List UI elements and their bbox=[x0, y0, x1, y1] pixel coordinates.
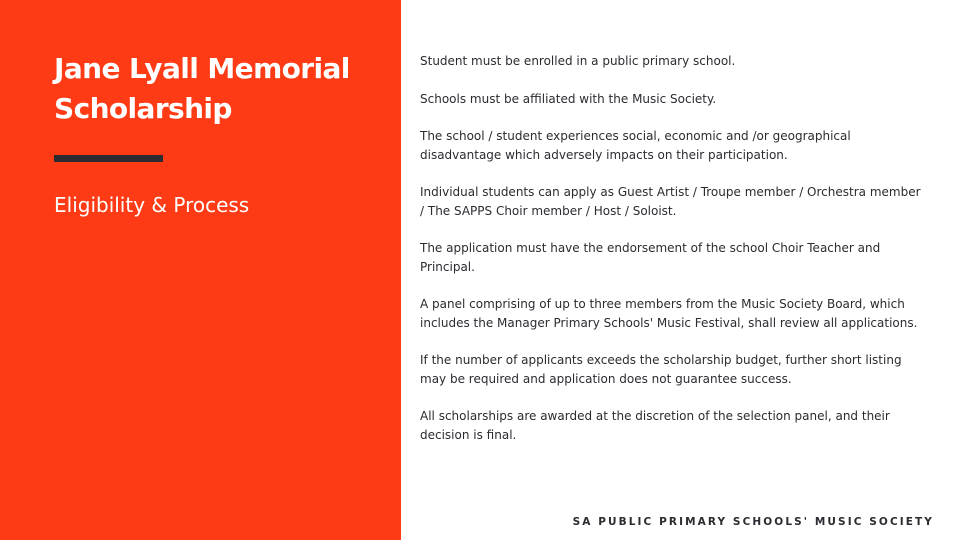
title-panel bbox=[0, 0, 401, 540]
slide-subtitle: Eligibility & Process bbox=[54, 193, 250, 217]
eligibility-list bbox=[420, 52, 925, 463]
eligibility-item: Student must be enrolled in a public primary school. bbox=[420, 54, 736, 68]
organization-footer: SA PUBLIC PRIMARY SCHOOLS' MUSIC SOCIETY bbox=[572, 516, 934, 528]
eligibility-item: A panel comprising of up to three members from the Music Society Board, which includes the Manager Primary Schools' Music Festival, shall review all applications. bbox=[420, 297, 918, 330]
eligibility-item: Individual students can apply as Guest Artist / Troupe member / Orchestra member / The SAPPS Choir member / Host / Soloist. bbox=[420, 185, 921, 218]
eligibility-item: All scholarships are awarded at the discretion of the selection panel, and their decision is final. bbox=[420, 409, 890, 442]
eligibility-item: Schools must be affiliated with the Music Society. bbox=[420, 91, 717, 106]
slide-title: Jane Lyall Memorial Scholarship bbox=[54, 52, 350, 125]
title-divider bbox=[54, 155, 163, 162]
eligibility-item: The application must have the endorsement of the school Choir Teacher and Principal. bbox=[420, 241, 881, 274]
eligibility-item: The school / student experiences social, economic and /or geographical disadvantage which adversely impacts on their participation. bbox=[420, 129, 851, 162]
eligibility-item: If the number of applicants exceeds the scholarship budget, further short listing may be required and application does not guarantee success. bbox=[420, 353, 902, 386]
